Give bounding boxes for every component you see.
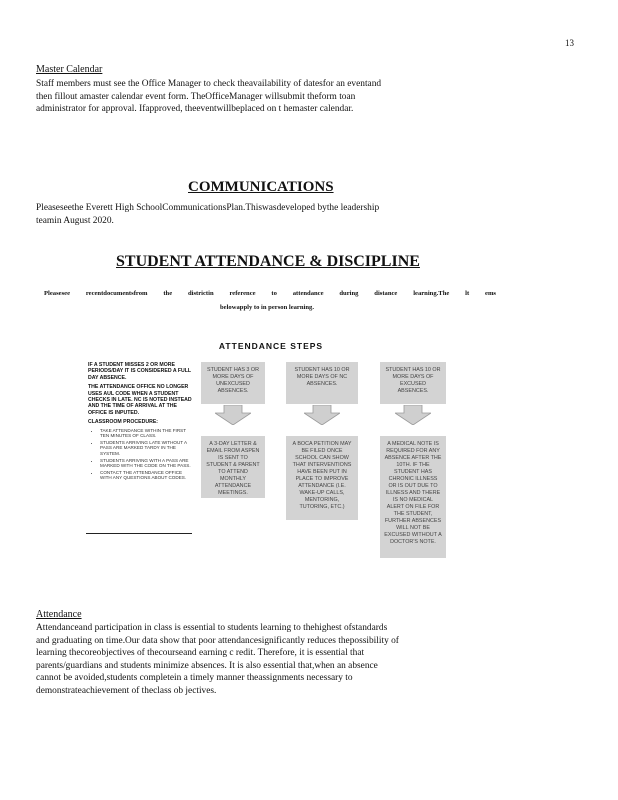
sidebar-bullet-list [88, 428, 192, 481]
text-line: and graduating on time.Our data show that poor attendancesignificantly reduces thepossibility of [36, 635, 399, 646]
step-3-action-box: A MEDICAL NOTE IS REQUIRED FOR ANY ABSENCE AFTER THE 10TH. IF THE STUDENT HAS CHRONIC ILLNESS OR IS OUT DUE TO ILLNESS AND THERE IS NO MEDICAL ALERT ON FILE FOR THE STUDENT, FURTHER ABSENCES WILL NOT BE EXCUSED WITHOUT A DOCTOR'S NOTE. [380, 436, 446, 558]
step-2-action-box: A BOCA PETITION MAY BE FILED ONCE SCHOOL CAN SHOW THAT INTERVENTIONS HAVE BEEN PUT IN PLACE TO IMPROVE ATTENDANCE (I.E. WAKE-UP CALLS, MENTORING, TUTORING, ETC.) [286, 436, 358, 520]
text-line: administrator for approval. Ifapproved, theeventwillbeplaced on t hemaster calendar. [36, 104, 354, 115]
step-1-condition-box: STUDENT HAS 3 OR MORE DAYS OF UNEXCUSED ABSENCES. [201, 362, 265, 404]
text-line: demonstrateachievement of theclass ob jectives. [36, 685, 217, 696]
step-3-condition-box: STUDENT HAS 10 OR MORE DAYS OF EXCUSED ABSENCES. [380, 362, 446, 404]
list-item: • TAKE ATTENDANCE WITHIN THE FIRST TEN MINUTES OF CLASS. [100, 428, 192, 439]
text-line: Attendanceand participation in class is essential to students learning to thehighest ofstandards [36, 623, 388, 633]
list-item: • STUDENTS ARRIVING LATE WITHOUT A PASS ARE MARKED TARDY IN THE SYSTEM. [100, 440, 192, 457]
text-line: learning thecoreobjectives of thecourseand earning c redit. Therefore, it is essential that [36, 648, 365, 659]
sidebar-paragraph: IF A STUDENT MISSES 2 OR MORE PERIODS/DAY IT IS CONSIDERED A FULL DAY ABSENCE. [88, 362, 191, 381]
list-item: • STUDENTS ARRIVING WITH A PASS ARE MARKED WITH THE CODE ON THE PASS. [100, 458, 192, 469]
list-item: • CONTACT THE ATTENDANCE OFFICE WITH ANY QUESTIONS ABOUT CODES. [100, 470, 192, 481]
text-line: parents/guardians and students minimize absences. It is also essential that,when an absence [36, 660, 378, 671]
communications-text [36, 202, 472, 227]
page-number: 13 [565, 38, 574, 48]
down-arrow-icon [215, 405, 251, 425]
text-line: Staff members must see the Office Manager to check theavailability of datesfor an eventand [36, 79, 382, 89]
sidebar-procedure-title: CLASSROOM PROCEDURE: [88, 419, 159, 426]
down-arrow-icon [304, 405, 340, 425]
sidebar-divider [86, 533, 192, 534]
text-line: teamin August 2020. [36, 215, 114, 226]
attendance-text [36, 622, 496, 698]
attendance-discipline-line2: belowapply to in person learning. [220, 304, 314, 311]
step-1-action-box: A 3-DAY LETTER & EMAIL FROM ASPEN IS SENT TO STUDENT & PARENT TO ATTEND MONTHLY ATTENDANCE MEETINGS. [201, 436, 265, 498]
text-line: Pleaseseethe Everett High SchoolCommunicationsPlan.Thiswasdeveloped bythe leadership [36, 203, 380, 213]
text-line: cannot be avoided,students completein a timely manner theassignments necessary to [36, 673, 353, 684]
down-arrow-icon [395, 405, 431, 425]
attendance-sidebar [88, 362, 192, 482]
master-calendar-text [36, 78, 476, 116]
communications-title: COMMUNICATIONS [188, 179, 334, 195]
attendance-heading: Attendance [36, 609, 82, 620]
sidebar-paragraph: THE ATTENDANCE OFFICE NO LONGER USES AUL CODE WHEN A STUDENT CHECKS IN LATE. NC IS NOTED INSTEAD AND THE TIME OF ARRIVAL AT THE OFFICE IS INPUTED. [88, 384, 192, 416]
attendance-discipline-title: STUDENT ATTENDANCE & DISCIPLINE [116, 253, 420, 270]
attendance-discipline-line1: Pleasesee recentdocumentsfrom the districtin reference to attendance during distance learning.The lt ems [44, 290, 496, 297]
step-2-condition-box: STUDENT HAS 10 OR MORE DAYS OF NC ABSENCES. [286, 362, 358, 404]
attendance-steps-title: ATTENDANCE STEPS [218, 341, 324, 351]
text-line: then fillout amaster calendar event form. TheOfficeManager willsubmit theform toan [36, 91, 356, 102]
master-calendar-heading: Master Calendar [36, 64, 103, 75]
